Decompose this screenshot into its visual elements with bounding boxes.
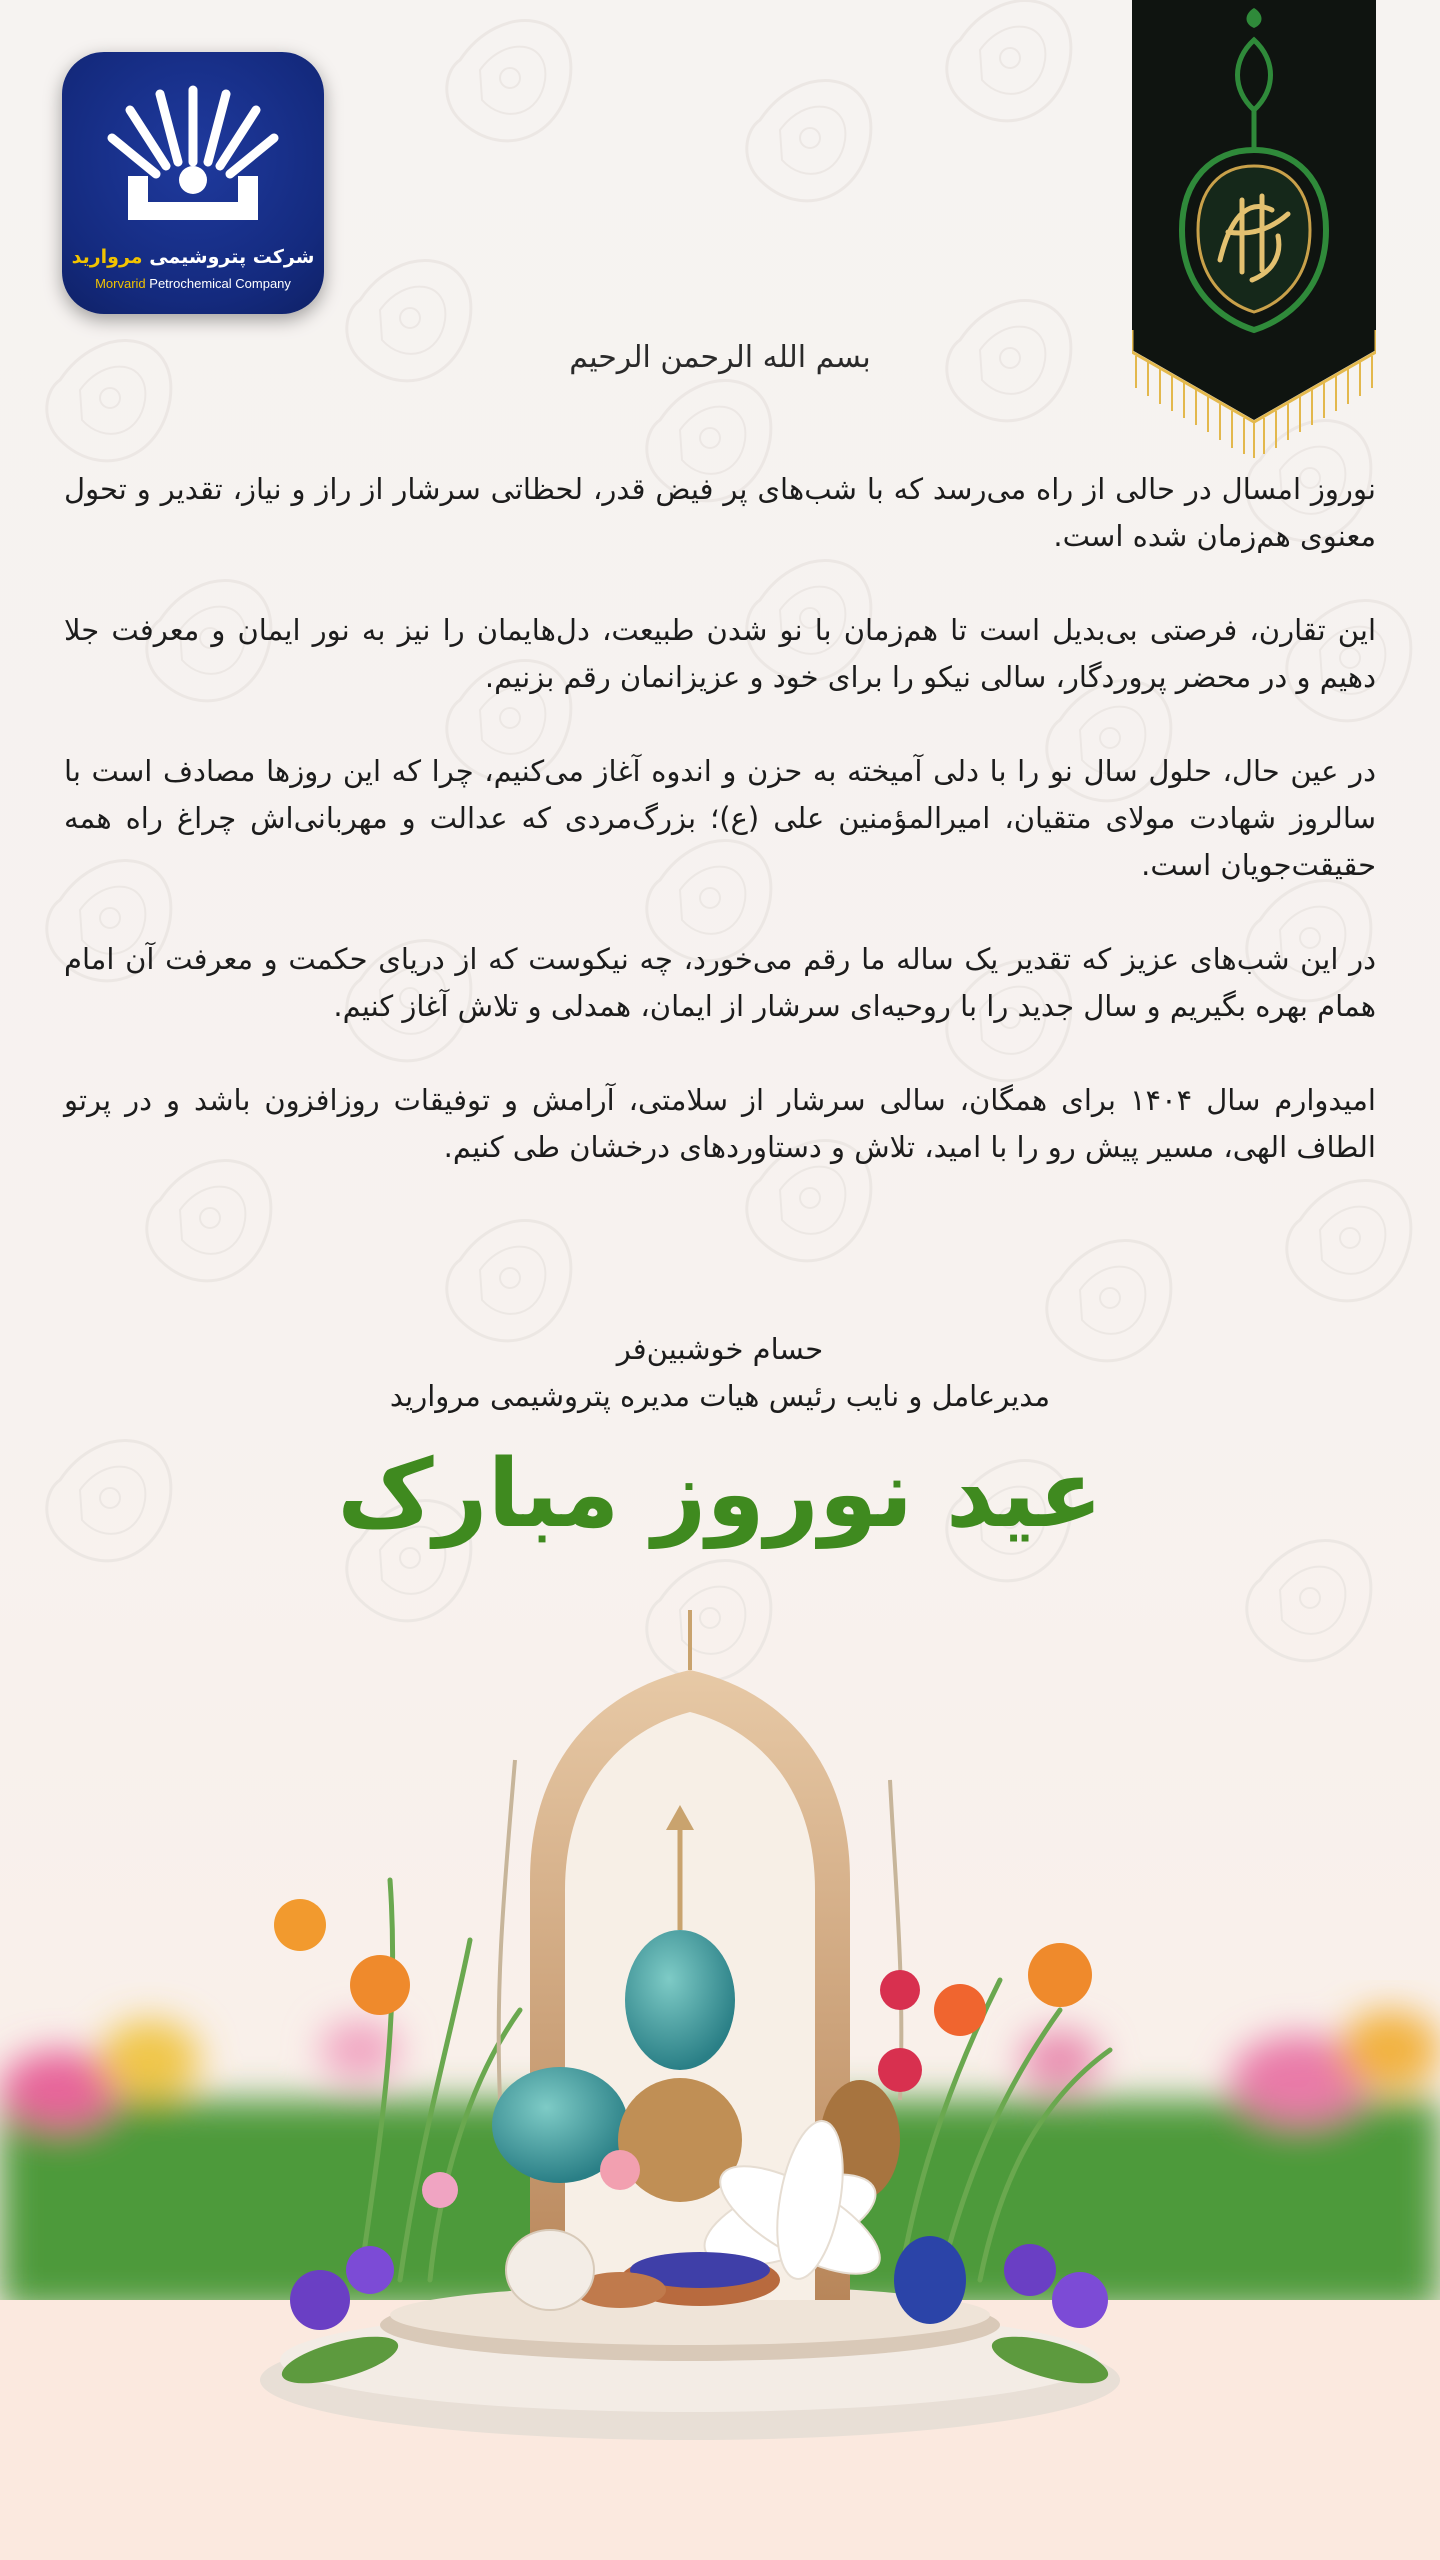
signature-block bbox=[0, 1326, 1440, 1420]
signer-title: مدیرعامل و نایب رئیس هیات مدیره پتروشیمی مروارید bbox=[389, 1379, 1051, 1413]
paragraph-5: امیدوارم سال ۱۴۰۴ برای همگان، سالی سرشار از سلامتی، آرامش و توفیقات روزافزون باشد و در پرتو الطاف الهی، مسیر پیش رو را با امید، تلاش و دستاوردهای درخشان طی کنیم. bbox=[64, 1083, 1376, 1164]
message-body bbox=[64, 466, 1376, 1218]
paragraph-1: نوروز امسال در حالی از راه می‌رسد که با شب‌های پر فیض قدر، لحظاتی سرشار از راز و نیاز، تقدیر و تحول معنوی هم‌زمان شده است. bbox=[64, 472, 1376, 553]
ali-calligraphy-banner-icon bbox=[1132, 0, 1376, 460]
company-logo bbox=[62, 52, 324, 314]
signer-name: حسام خوشبین‌فر bbox=[616, 1332, 824, 1366]
nowruz-greeting: عید نوروز مبارک bbox=[337, 1440, 1103, 1549]
paragraph-4: در این شب‌های عزیز که تقدیر یک ساله ما رقم می‌خورد، چه نیکوست که از دریای حکمت و معرفت آن امام همام بهره بگیریم و سال جدید را با روحیه‌ای سرشار از ایمان، همدلی و تلاش آغاز کنیم. bbox=[64, 942, 1376, 1023]
haft-sin-table-icon bbox=[0, 1580, 1440, 2560]
paragraph-3: در عین حال، حلول سال نو را با دلی آمیخته به حزن و اندوه آغاز می‌کنیم، چرا که این روزها مصادف است با سالروز شهادت مولای متقیان، امیرالمؤمنین علی (ع)؛ بزرگ‌مردی که عدالت و مهربانی‌اش چراغ راه همه حقیقت‌جویان است. bbox=[64, 754, 1376, 882]
basmala: بسم الله الرحمن الرحیم bbox=[569, 340, 871, 375]
logo-name-fa: شرکت پتروشیمی مروارید bbox=[71, 246, 315, 268]
logo-name-en: Morvarid Petrochemical Company bbox=[95, 276, 291, 291]
paragraph-2: این تقارن، فرصتی بی‌بدیل است تا هم‌زمان با نو شدن طبیعت، دل‌هایمان را نیز به نور ایمان و معرفت جلا دهیم و در محضر پروردگار، سالی نیکو را برای خود و عزیزانمان رقم بزنیم. bbox=[64, 613, 1376, 694]
pearl-crown-logo-icon bbox=[98, 80, 288, 230]
